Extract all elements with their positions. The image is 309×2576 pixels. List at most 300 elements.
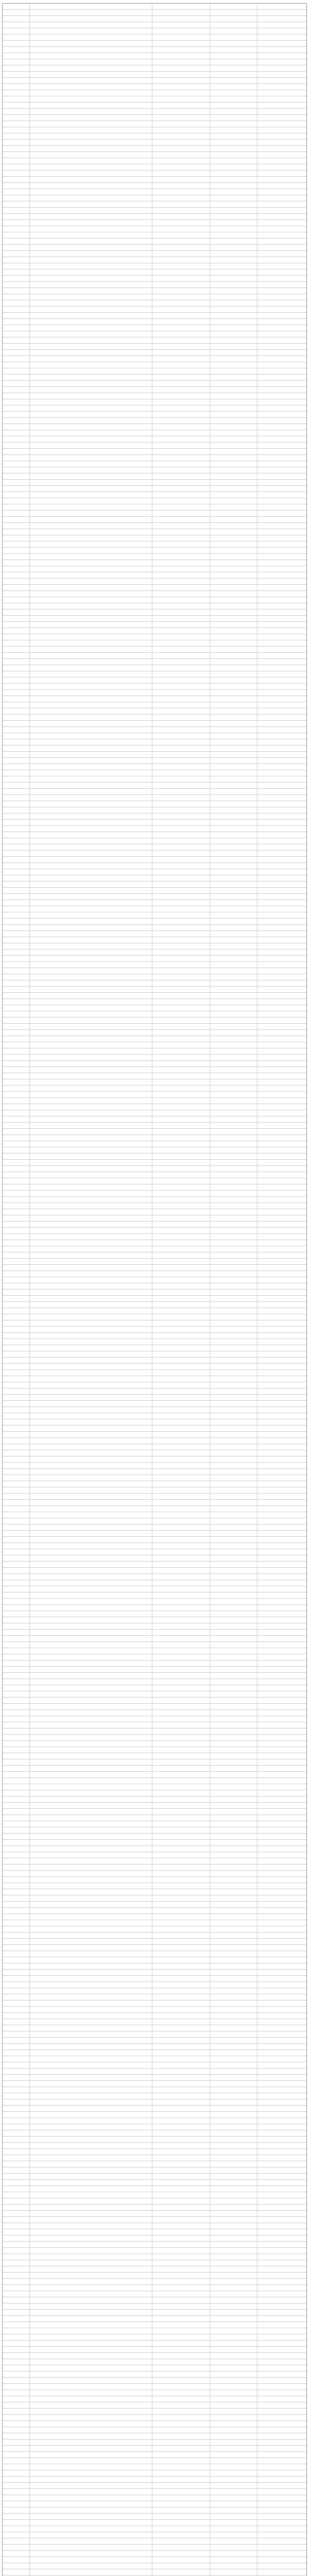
cell-code: [6, 2180, 28, 2185]
cell-min-score: [211, 96, 256, 102]
cell-school: [31, 1766, 151, 1771]
cell-plan: [153, 1469, 209, 1475]
cell-plan: [153, 1123, 209, 1128]
table-row: [3, 776, 306, 783]
cell-school: [31, 2106, 151, 2111]
table-row: [3, 628, 306, 634]
table-row: [3, 2273, 306, 2279]
cell-plan: [153, 90, 209, 96]
cell-min-rank: [258, 517, 304, 522]
cell-min-rank: [258, 1160, 304, 1165]
cell-plan: [153, 1722, 209, 1728]
cell-plan: [153, 2242, 209, 2247]
cell-code: [6, 140, 28, 145]
cell-code: [6, 226, 28, 232]
cell-code: [6, 1834, 28, 1839]
cell-code: [6, 1747, 28, 1753]
table-row: [3, 2279, 306, 2285]
cell-min-rank: [258, 1871, 304, 1876]
cell-min-score: [211, 1636, 256, 1641]
table-row: [3, 405, 306, 412]
cell-min-rank: [258, 2149, 304, 2155]
cell-plan: [153, 826, 209, 832]
cell-min-rank: [258, 1834, 304, 1839]
cell-min-score: [211, 1710, 256, 1716]
cell-plan: [153, 53, 209, 59]
cell-min-score: [211, 2452, 256, 2458]
cell-min-score: [211, 1419, 256, 1425]
cell-min-rank: [258, 2526, 304, 2532]
cell-plan: [153, 2322, 209, 2328]
cell-school: [31, 1524, 151, 1530]
table-row: [3, 1784, 306, 1790]
cell-min-score: [211, 1562, 256, 1567]
cell-code: [6, 572, 28, 578]
cell-min-score: [211, 1735, 256, 1740]
cell-code: [6, 189, 28, 195]
cell-code: [6, 2470, 28, 2476]
cell-plan: [153, 2489, 209, 2495]
table-row: [3, 220, 306, 226]
table-row: [3, 381, 306, 387]
cell-min-rank: [258, 739, 304, 745]
cell-code: [6, 245, 28, 250]
cell-school: [31, 1654, 151, 1660]
cell-code: [6, 702, 28, 708]
cell-min-score: [211, 968, 256, 974]
cell-code: [6, 2483, 28, 2488]
cell-min-score: [211, 1494, 256, 1499]
table-row: [3, 1327, 306, 1333]
cell-min-rank: [258, 783, 304, 788]
cell-min-rank: [258, 47, 304, 53]
cell-min-score: [211, 1203, 256, 1209]
cell-school: [31, 1302, 151, 1308]
cell-school: [31, 1030, 151, 1036]
cell-code: [6, 1450, 28, 1456]
cell-school: [31, 956, 151, 961]
cell-school: [31, 925, 151, 930]
cell-plan: [153, 232, 209, 238]
cell-min-score: [211, 1698, 256, 1703]
cell-code: [6, 449, 28, 454]
cell-plan: [153, 962, 209, 968]
cell-plan: [153, 572, 209, 578]
cell-code: [6, 1426, 28, 1431]
cell-min-score: [211, 2545, 256, 2550]
cell-min-score: [211, 851, 256, 856]
cell-school: [31, 1222, 151, 1227]
cell-plan: [153, 1450, 209, 1456]
cell-code: [6, 2211, 28, 2216]
cell-school: [31, 603, 151, 609]
cell-plan: [153, 2291, 209, 2297]
cell-plan: [153, 2458, 209, 2464]
cell-code: [6, 603, 28, 609]
cell-school: [31, 4, 151, 9]
cell-plan: [153, 1963, 209, 1969]
cell-min-rank: [258, 78, 304, 83]
cell-min-score: [211, 1592, 256, 1598]
table-row: [3, 418, 306, 424]
cell-min-rank: [258, 1259, 304, 1264]
cell-min-score: [211, 288, 256, 294]
cell-min-rank: [258, 1592, 304, 1598]
cell-school: [31, 430, 151, 436]
cell-min-rank: [258, 2557, 304, 2563]
cell-code: [6, 1797, 28, 1802]
table-row: [3, 851, 306, 857]
table-row: [3, 603, 306, 609]
cell-min-score: [211, 1450, 256, 1456]
cell-plan: [153, 1327, 209, 1332]
cell-min-rank: [258, 1790, 304, 1796]
table-row: [3, 1407, 306, 1413]
cell-plan: [153, 1679, 209, 1685]
cell-school: [31, 1345, 151, 1351]
cell-min-score: [211, 1568, 256, 1573]
cell-school: [31, 220, 151, 226]
table-row: [3, 1759, 306, 1766]
table-row: [3, 1747, 306, 1753]
table-row: [3, 2409, 306, 2415]
cell-min-rank: [258, 2260, 304, 2266]
cell-plan: [153, 115, 209, 121]
cell-plan: [153, 1228, 209, 1233]
cell-school: [31, 999, 151, 1005]
cell-min-rank: [258, 350, 304, 355]
cell-min-score: [211, 1141, 256, 1147]
table-row: [3, 455, 306, 461]
cell-code: [6, 2551, 28, 2556]
cell-min-score: [211, 2285, 256, 2291]
cell-min-score: [211, 999, 256, 1005]
cell-plan: [153, 1895, 209, 1901]
cell-school: [31, 517, 151, 522]
cell-min-score: [211, 1178, 256, 1184]
cell-school: [31, 1463, 151, 1468]
cell-school: [31, 851, 151, 856]
cell-min-rank: [258, 381, 304, 386]
table-row: [3, 2514, 306, 2520]
cell-min-rank: [258, 1086, 304, 1091]
cell-school: [31, 2409, 151, 2414]
table-row: [3, 2371, 306, 2378]
cell-min-score: [211, 1827, 256, 1833]
cell-school: [31, 2192, 151, 2198]
cell-code: [6, 208, 28, 213]
cell-code: [6, 78, 28, 83]
cell-min-rank: [258, 133, 304, 139]
cell-school: [31, 1005, 151, 1011]
cell-min-rank: [258, 1166, 304, 1172]
cell-min-rank: [258, 245, 304, 250]
cell-plan: [153, 888, 209, 893]
cell-plan: [153, 1889, 209, 1895]
cell-min-score: [211, 133, 256, 139]
cell-code: [6, 1877, 28, 1883]
table-row: [3, 950, 306, 956]
cell-min-rank: [258, 702, 304, 708]
cell-code: [6, 560, 28, 566]
cell-min-rank: [258, 1506, 304, 1512]
cell-min-rank: [258, 276, 304, 281]
cell-min-score: [211, 2421, 256, 2427]
table-row: [3, 1574, 306, 1580]
table-row: [3, 609, 306, 616]
cell-code: [6, 1988, 28, 1994]
cell-plan: [153, 2106, 209, 2111]
cell-min-score: [211, 1184, 256, 1190]
cell-code: [6, 1524, 28, 1530]
cell-code: [6, 2081, 28, 2087]
cell-code: [6, 1648, 28, 1654]
table-row: [3, 1147, 306, 1154]
cell-code: [6, 863, 28, 869]
table-row: [3, 1933, 306, 1939]
cell-min-rank: [258, 2452, 304, 2458]
cell-min-rank: [258, 146, 304, 151]
cell-code: [6, 2149, 28, 2155]
table-row: [3, 2056, 306, 2062]
cell-code: [6, 1141, 28, 1147]
cell-school: [31, 1858, 151, 1864]
cell-min-score: [211, 1036, 256, 1042]
cell-min-rank: [258, 2501, 304, 2507]
cell-min-rank: [258, 1450, 304, 1456]
cell-plan: [153, 294, 209, 300]
cell-code: [6, 2501, 28, 2507]
cell-min-score: [211, 325, 256, 331]
cell-min-rank: [258, 1728, 304, 1734]
cell-code: [6, 1048, 28, 1054]
cell-school: [31, 1728, 151, 1734]
cell-min-rank: [258, 498, 304, 504]
table-row: [3, 103, 306, 109]
cell-code: [6, 35, 28, 40]
table-row: [3, 115, 306, 121]
cell-school: [31, 2186, 151, 2192]
table-row: [3, 1592, 306, 1599]
cell-min-rank: [258, 201, 304, 207]
cell-min-rank: [258, 300, 304, 306]
table-row: [3, 585, 306, 591]
cell-school: [31, 251, 151, 257]
cell-code: [6, 882, 28, 887]
cell-code: [6, 1116, 28, 1122]
cell-code: [6, 1407, 28, 1413]
table-row: [3, 665, 306, 671]
cell-min-rank: [258, 2081, 304, 2087]
cell-plan: [153, 1456, 209, 1462]
cell-min-rank: [258, 4, 304, 9]
cell-min-rank: [258, 1691, 304, 1697]
cell-min-score: [211, 814, 256, 819]
cell-plan: [153, 739, 209, 745]
cell-code: [6, 480, 28, 485]
cell-plan: [153, 1129, 209, 1134]
cell-min-score: [211, 832, 256, 838]
cell-min-score: [211, 2538, 256, 2544]
cell-school: [31, 115, 151, 121]
cell-school: [31, 1574, 151, 1580]
cell-code: [6, 1011, 28, 1017]
cell-min-score: [211, 103, 256, 108]
cell-min-rank: [258, 554, 304, 560]
cell-min-rank: [258, 795, 304, 801]
cell-school: [31, 696, 151, 702]
cell-min-rank: [258, 152, 304, 158]
cell-min-score: [211, 28, 256, 34]
cell-min-score: [211, 1005, 256, 1011]
table-row: [3, 2538, 306, 2545]
cell-school: [31, 1401, 151, 1406]
cell-school: [31, 1011, 151, 1017]
cell-code: [6, 2174, 28, 2179]
cell-school: [31, 1648, 151, 1654]
table-row: [3, 2137, 306, 2143]
table-row: [3, 2365, 306, 2371]
cell-plan: [153, 1648, 209, 1654]
cell-plan: [153, 1691, 209, 1697]
cell-code: [6, 2013, 28, 2019]
cell-plan: [153, 851, 209, 856]
table-row: [3, 2384, 306, 2390]
cell-min-score: [211, 1265, 256, 1270]
cell-code: [6, 2341, 28, 2346]
cell-min-score: [211, 1772, 256, 1777]
cell-code: [6, 96, 28, 102]
cell-min-rank: [258, 931, 304, 937]
table-row: [3, 2328, 306, 2334]
table-row: [3, 696, 306, 702]
admissions-table: [2, 3, 307, 2576]
cell-min-rank: [258, 566, 304, 572]
cell-plan: [153, 1500, 209, 1505]
cell-school: [31, 1821, 151, 1827]
cell-min-rank: [258, 473, 304, 479]
cell-code: [6, 2322, 28, 2328]
cell-min-score: [211, 1092, 256, 1097]
cell-code: [6, 1914, 28, 1920]
cell-code: [6, 2198, 28, 2204]
cell-plan: [153, 2093, 209, 2099]
cell-min-score: [211, 171, 256, 176]
table-row: [3, 2353, 306, 2359]
table-row: [3, 2007, 306, 2013]
cell-code: [6, 1555, 28, 1561]
cell-plan: [153, 2205, 209, 2210]
cell-school: [31, 2266, 151, 2272]
cell-code: [6, 1475, 28, 1481]
table-row: [3, 1302, 306, 1308]
table-row: [3, 2019, 306, 2025]
cell-plan: [153, 1395, 209, 1400]
cell-plan: [153, 1809, 209, 1815]
cell-min-score: [211, 1283, 256, 1289]
cell-min-score: [211, 826, 256, 832]
cell-min-score: [211, 820, 256, 825]
cell-min-score: [211, 2501, 256, 2507]
cell-plan: [153, 943, 209, 949]
cell-min-rank: [258, 1735, 304, 1740]
cell-min-rank: [258, 2112, 304, 2117]
cell-min-score: [211, 189, 256, 195]
cell-code: [6, 1314, 28, 1320]
cell-code: [6, 2384, 28, 2389]
cell-school: [31, 993, 151, 998]
table-row: [3, 226, 306, 232]
cell-plan: [153, 1512, 209, 1518]
cell-min-rank: [258, 467, 304, 473]
cell-min-rank: [258, 2013, 304, 2019]
cell-plan: [153, 263, 209, 269]
table-row: [3, 597, 306, 603]
cell-min-score: [211, 2192, 256, 2198]
cell-plan: [153, 2384, 209, 2389]
cell-code: [6, 1630, 28, 1635]
cell-school: [31, 1512, 151, 1518]
cell-code: [6, 1166, 28, 1172]
cell-code: [6, 721, 28, 726]
table-row: [3, 22, 306, 28]
cell-school: [31, 1667, 151, 1672]
cell-min-score: [211, 1302, 256, 1308]
cell-code: [6, 851, 28, 856]
cell-code: [6, 2439, 28, 2445]
cell-plan: [153, 671, 209, 677]
cell-min-score: [211, 269, 256, 275]
cell-code: [6, 1203, 28, 1209]
cell-min-rank: [258, 1469, 304, 1475]
table-row: [3, 2470, 306, 2477]
cell-plan: [153, 511, 209, 516]
table-row: [3, 412, 306, 418]
cell-min-score: [211, 78, 256, 83]
cell-code: [6, 350, 28, 355]
table-row: [3, 1438, 306, 1444]
table-row: [3, 1543, 306, 1549]
cell-school: [31, 653, 151, 658]
cell-school: [31, 1382, 151, 1388]
cell-school: [31, 807, 151, 813]
table-row: [3, 1011, 306, 1018]
table-row: [3, 844, 306, 851]
table-row: [3, 1500, 306, 1506]
cell-school: [31, 1042, 151, 1048]
cell-school: [31, 888, 151, 893]
cell-min-rank: [258, 2235, 304, 2241]
cell-code: [6, 2124, 28, 2130]
table-row: [3, 1895, 306, 1902]
cell-code: [6, 183, 28, 189]
cell-min-score: [211, 65, 256, 71]
cell-min-score: [211, 461, 256, 467]
cell-min-rank: [258, 2001, 304, 2006]
cell-plan: [153, 1611, 209, 1617]
cell-min-score: [211, 1797, 256, 1802]
cell-min-rank: [258, 412, 304, 417]
cell-min-rank: [258, 1382, 304, 1388]
cell-min-score: [211, 1024, 256, 1029]
cell-min-score: [211, 1481, 256, 1487]
table-row: [3, 1858, 306, 1865]
cell-school: [31, 1092, 151, 1097]
cell-min-rank: [258, 1358, 304, 1363]
cell-plan: [153, 1834, 209, 1839]
cell-min-rank: [258, 2328, 304, 2334]
cell-min-score: [211, 1413, 256, 1419]
